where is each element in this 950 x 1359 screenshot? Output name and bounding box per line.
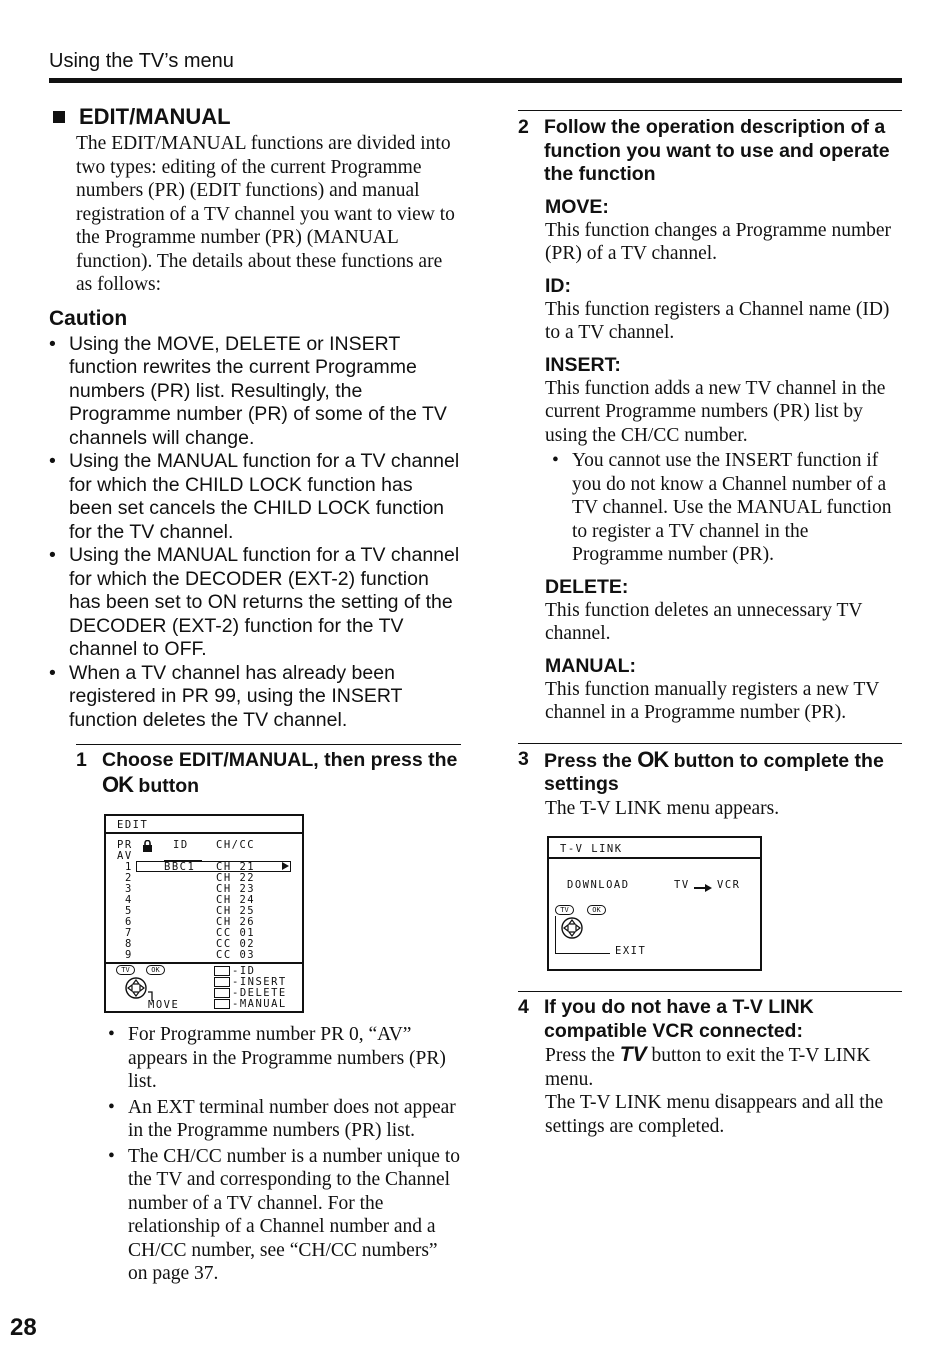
step-text: Follow the operation description of a function you want to use and operate the function bbox=[544, 116, 890, 185]
row-pr: 7 bbox=[125, 927, 133, 939]
row-pr: 9 bbox=[125, 949, 133, 961]
step-number: 1 bbox=[76, 749, 87, 771]
ok-button-icon: OK bbox=[146, 965, 165, 975]
edit-screen bbox=[104, 814, 304, 1013]
tv-button-icon: TV bbox=[555, 905, 574, 915]
key-manual: -MANUAL bbox=[214, 999, 287, 1010]
running-head: Using the TV’s menu bbox=[49, 50, 234, 72]
caution-item: • Using the MANUAL function for a TV channel for which the CHILD LOCK function has been set cancels the CHILD LOCK function for the TV channel. bbox=[49, 450, 461, 544]
fn-delete-label: DELETE: bbox=[545, 575, 629, 598]
caution-item: • When a TV channel has already been registered in PR 99, using the INSERT function deletes the TV channel. bbox=[49, 662, 461, 733]
row-pr: 1 bbox=[125, 861, 133, 873]
exit-label[interactable]: EXIT bbox=[615, 945, 647, 957]
step-4-desc-2: The T-V LINK menu disappears and all the settings are completed. bbox=[545, 1092, 884, 1137]
ok-button-icon: OK bbox=[587, 905, 606, 915]
functions-list bbox=[545, 196, 902, 725]
note-item: • For Programme number PR 0, “AV” appears in the Programme numbers (PR) list. bbox=[108, 1023, 461, 1094]
step-3 bbox=[518, 743, 902, 821]
fn-move-desc: This function changes a Programme number (PR) of a TV channel. bbox=[545, 219, 892, 264]
fn-manual-label: MANUAL: bbox=[545, 654, 636, 677]
row-pr: 6 bbox=[125, 916, 133, 928]
row-pr: 8 bbox=[125, 938, 133, 950]
key-id: -ID bbox=[214, 966, 255, 977]
row-pr: 5 bbox=[125, 905, 133, 917]
row-pr: 4 bbox=[125, 894, 133, 906]
exit-line bbox=[555, 916, 610, 954]
key-insert: -INSERT bbox=[214, 977, 287, 988]
row-id: BBC1 bbox=[164, 861, 196, 873]
tv-button-icon: TV bbox=[116, 965, 135, 975]
fn-insert-desc: This function adds a new TV channel in the current Programme numbers (PR) list by using the CH/CC number. bbox=[545, 377, 886, 446]
fn-id-desc: This function registers a Channel name (ID) to a TV channel. bbox=[545, 298, 890, 343]
row-pr: 3 bbox=[125, 883, 133, 895]
step-number: 3 bbox=[518, 747, 529, 770]
step-4-desc: Press the TV button to exit the T-V LINK menu. bbox=[545, 1043, 871, 1090]
row-chcc: CH 21 bbox=[216, 861, 256, 873]
fn-id-label: ID: bbox=[545, 274, 571, 297]
color-key-icon bbox=[214, 988, 230, 998]
selected-row-highlight[interactable] bbox=[136, 861, 291, 872]
left-column bbox=[49, 104, 461, 1286]
tvlink-screen bbox=[547, 836, 762, 971]
ok-button-glyph: OK bbox=[637, 746, 669, 772]
insert-note-list bbox=[552, 449, 902, 567]
row-chcc: CH 24 bbox=[216, 894, 256, 906]
fn-move-label: MOVE: bbox=[545, 195, 609, 218]
tvlink-title: T-V LINK bbox=[560, 843, 623, 855]
right-column bbox=[518, 110, 902, 1138]
key-delete: -DELETE bbox=[214, 988, 287, 999]
fn-delete-desc: This function deletes an unnecessary TV channel. bbox=[545, 599, 863, 644]
insert-note: • You cannot use the INSERT function if you do not know a Channel number of a TV channel. Use the MANUAL function to register a TV channel in the Programme number (PR). bbox=[552, 449, 902, 567]
step-number: 2 bbox=[518, 116, 529, 138]
caution-list bbox=[49, 333, 461, 733]
step-4 bbox=[518, 991, 902, 1138]
notes-list bbox=[108, 1023, 461, 1286]
step-2 bbox=[518, 110, 902, 187]
tv-label: TV bbox=[674, 879, 690, 891]
av-label: AV bbox=[117, 850, 133, 862]
color-key-icon bbox=[214, 999, 230, 1009]
arrow-right-icon bbox=[693, 880, 713, 898]
step-number: 4 bbox=[518, 996, 529, 1018]
step-text: If you do not have a T-V LINK compatible VCR connected: bbox=[544, 996, 814, 1042]
row-chcc: CC 03 bbox=[216, 949, 256, 961]
color-key-icon bbox=[214, 977, 230, 987]
color-key-icon bbox=[214, 966, 230, 976]
move-label: MOVE bbox=[148, 999, 180, 1011]
row-chcc: CH 22 bbox=[216, 872, 256, 884]
tv-button-glyph: TV bbox=[619, 1043, 647, 1066]
step-1 bbox=[76, 744, 461, 798]
note-item: • An EXT terminal number does not appear in the Programme numbers (PR) list. bbox=[108, 1096, 461, 1143]
step-text: Press the OK button to complete the settings bbox=[544, 746, 884, 795]
lock-icon bbox=[142, 839, 153, 851]
vcr-label: VCR bbox=[717, 879, 741, 891]
ok-button-glyph: OK bbox=[102, 771, 133, 797]
header-rule bbox=[49, 78, 902, 83]
col-chcc: CH/CC bbox=[216, 839, 256, 851]
play-arrow-icon bbox=[282, 862, 289, 870]
section-title-text: EDIT/MANUAL bbox=[79, 104, 231, 129]
caution-item: • Using the MOVE, DELETE or INSERT function rewrites the current Programme numbers (PR) list. Resultingly, the Programme number (PR) of some of the TV channels will change. bbox=[49, 333, 461, 451]
download-label[interactable]: DOWNLOAD bbox=[567, 879, 630, 891]
row-chcc: CH 25 bbox=[216, 905, 256, 917]
square-bullet-icon bbox=[53, 111, 65, 123]
section-title bbox=[49, 104, 461, 130]
step-3-desc: The T-V LINK menu appears. bbox=[545, 797, 780, 819]
row-chcc: CC 02 bbox=[216, 938, 256, 950]
row-pr: 2 bbox=[125, 872, 133, 884]
row-chcc: CH 23 bbox=[216, 883, 256, 895]
caution-title: Caution bbox=[49, 306, 128, 330]
step-text: Choose EDIT/MANUAL, then press the OK button bbox=[102, 749, 458, 797]
row-chcc: CC 01 bbox=[216, 927, 256, 939]
row-chcc: CH 26 bbox=[216, 916, 256, 928]
section-intro: The EDIT/MANUAL functions are divided into two types: editing of the current Programme numbers (PR) (EDIT functions) and manual registration of a TV channel you want to view to the Programme number (PR) (MANUAL function). The details about these functions are as follows: bbox=[76, 133, 455, 295]
fn-manual-desc: This function manually registers a new TV channel in a Programme number (PR). bbox=[545, 678, 879, 723]
note-item: • The CH/CC number is a number unique to the TV and corresponding to the Channel number of a TV channel. For the relationship of a Channel number and a CH/CC number, see “CH/CC numbers” on page 37. bbox=[108, 1145, 461, 1286]
caution-item: • Using the MANUAL function for a TV channel for which the DECODER (EXT-2) function has been set to ON returns the setting of the DECODER (EXT-2) function for the TV channel to OFF. bbox=[49, 544, 461, 662]
page-number: 28 bbox=[10, 1314, 37, 1341]
col-id: ID bbox=[173, 839, 189, 851]
edit-screen-title: EDIT bbox=[117, 819, 149, 831]
fn-insert-label: INSERT: bbox=[545, 353, 621, 376]
col-pr: PR bbox=[117, 839, 133, 851]
